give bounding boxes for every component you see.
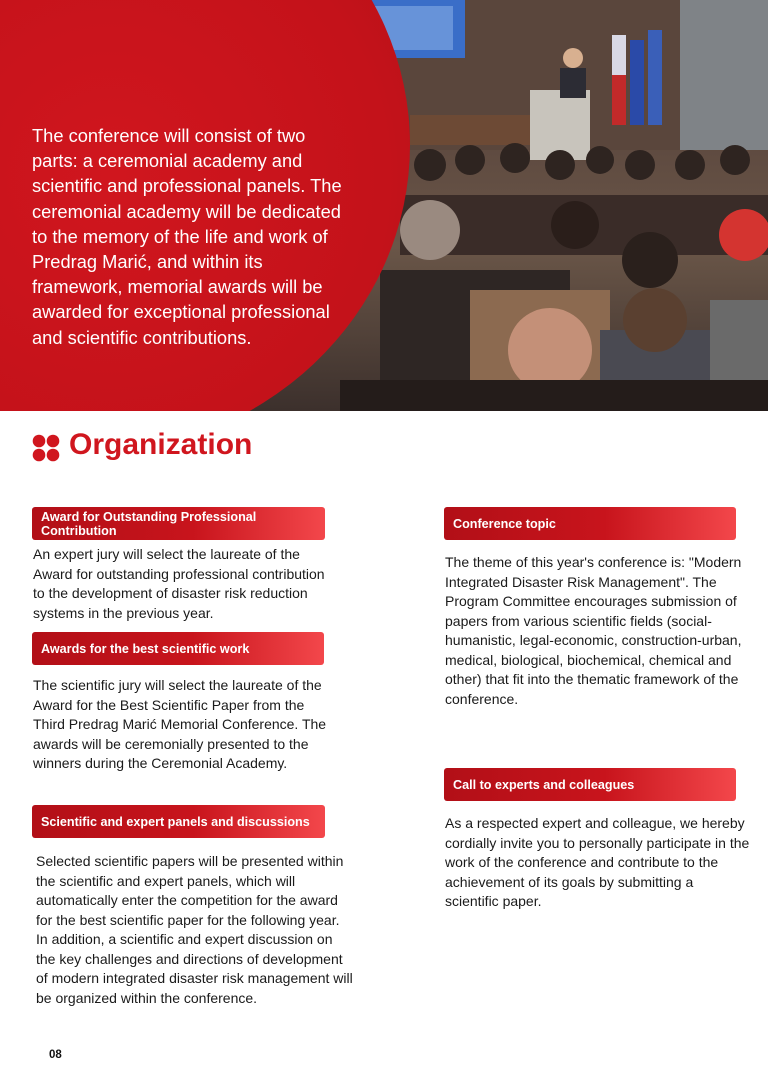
four-dots-icon	[32, 434, 60, 462]
call-text: As a respected expert and colleague, we hereby cordially invite you to personally participate in the work of the conference and contribute to the achievement of its goals by submitting a scientific paper.	[445, 815, 750, 909]
scientific-award-heading	[32, 632, 324, 665]
topic-title: Conference topic	[453, 516, 556, 531]
panels-text: Selected scientific papers will be presented within the scientific and expert panels, which will automatically enter the competition for the award for the best scientific paper for the following year. In addition, a scientific and expert discussion on the key challenges and directions of development of modern integrated disaster risk management will be organized within the conference.	[36, 853, 353, 1006]
section-title: Organization	[69, 428, 253, 461]
hero-banner	[0, 0, 768, 411]
scientific-award-text: The scientific jury will select the laureate of the Award for the Best Scientific Paper from the Third Predrag Marić Memorial Conference. The awards will be ceremonially presented to the winners during the Ceremonial Academy.	[33, 677, 327, 771]
intro-text: The conference will consist of two parts: a ceremonial academy and scientific and professional panels. The ceremonial academy will be dedicated to the memory of the life and work of Predrag Marić, and within its framework, memorial awards will be awarded for exceptional professional and scientific contributions.	[32, 125, 342, 348]
call-title: Call to experts and colleagues	[453, 777, 635, 792]
professional-award-title: Award for Outstanding Professional Contribution	[41, 509, 257, 538]
topic-heading	[444, 507, 736, 540]
call-heading	[444, 768, 736, 801]
page-number: 08	[49, 1049, 62, 1061]
professional-award-heading	[32, 507, 325, 540]
scientific-award-title: Awards for the best scientific work	[41, 641, 250, 656]
professional-award-text: An expert jury will select the laureate of the Award for outstanding professional contribution to the development of disaster risk reduction systems in the previous year.	[33, 546, 325, 621]
panels-title: Scientific and expert panels and discussions	[41, 814, 310, 829]
panels-heading	[32, 805, 325, 838]
topic-text: The theme of this year's conference is: "Modern Integrated Disaster Risk Management". The Program Committee encourages submission of papers from various scientific fields (social-humanistic, legal-economic, construction-urban, medical, biological, biochemical, chemical and other) that fit into the thematic framework of the conference.	[445, 554, 742, 707]
